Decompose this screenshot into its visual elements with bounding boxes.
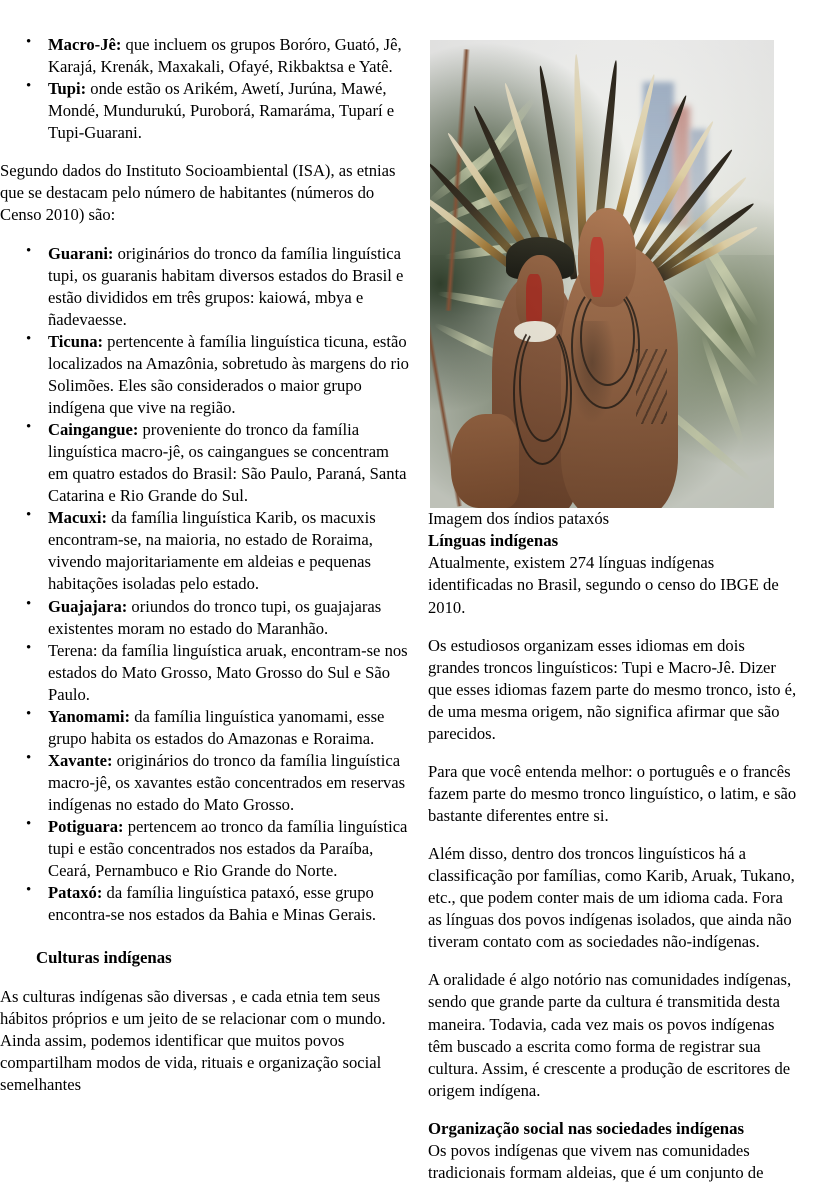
list-item-term: Tupi: (48, 79, 87, 99)
organizacao-social-heading: Organização social nas sociedades indígenas (428, 1118, 745, 1138)
list-item (0, 816, 410, 882)
list-item-term: Ticuna: (48, 331, 104, 351)
list-item-term: Yanomami: (48, 706, 131, 726)
right-column (428, 40, 800, 1184)
list-item-text: da família linguística yanomami, esse grupo habita os estados do Amazonas e Roraima. (48, 706, 385, 748)
list-item-term: Macro-Jê: (48, 35, 122, 54)
exemplo-paragraph: Para que você entenda melhor: o português e o francês fazem parte do mesmo tronco linguístico, o latim, e são bastante diferentes entre si. (428, 761, 797, 826)
photo-canvas (430, 40, 774, 508)
linguas-paragraph: Atualmente, existem 274 línguas indígenas identificadas no Brasil, segundo o censo do IBGE de 2010. (428, 553, 779, 617)
spacer (0, 144, 410, 160)
list-item-term: Caingangue: (48, 420, 139, 439)
list-item (0, 34, 410, 78)
list-item-text: que incluem os grupos Boróro, Guató, Jê, Karajá, Krenák, Maxakali, Ofayé, Rikbaktsa e Yatê. (48, 35, 402, 77)
list-item (0, 507, 410, 595)
spacer (0, 970, 410, 986)
spacer (428, 745, 800, 761)
list-item-term: Macuxi: (48, 508, 107, 528)
list-item-term: Terena: (48, 640, 98, 660)
list-item-text: onde estão os Arikém, Awetí, Jurúna, Mawé, Mondé, Mundurukú, Puroborá, Ramaráma, Tuparí e Tupi-Guarani. (48, 79, 395, 143)
spacer (0, 926, 410, 947)
spacer (0, 227, 410, 243)
list-item-text: originários do tronco da família linguística tupi, os guaranis habitam diversos estados do Brasil e estão divididos em três grupos: kaiowá, mbya e ñadevaesse. (48, 243, 404, 329)
list-item-term: Potiguara: (48, 817, 124, 837)
culturas-paragraph: As culturas indígenas são diversas , e cada etnia tem seus hábitos próprios e um jeito de se relacionar com o mundo. Ainda assim, podemos identificar que muitos povos compartilham modos de vida, rituais e organização social semelhantes (0, 986, 386, 1095)
spacer (428, 1102, 800, 1118)
list-item-text: pertencente à família linguística ticuna, estão localizados na Amazônia, sobretudo às margens do rio Solimões. Eles são considerados o maior grupo indígena que vive na região. (48, 331, 409, 417)
spacer (428, 619, 800, 635)
familias-paragraph: Além disso, dentro dos troncos linguísticos há a classificação por famílias, como Karib, Aruak, Tukano, etc., que podem conter mais de um idioma cada. Fora as línguas dos povos indígenas isolados, que ainda não tiveram contato com as sociedades não-indígenas. (428, 844, 795, 952)
list-item-term: Pataxó: (48, 883, 103, 903)
organizacao-paragraph: Os povos indígenas que vivem nas comunidades tradicionais formam aldeias, que é um conjunto de (428, 1141, 764, 1183)
list-item-text: da família linguística Karib, os macuxis encontram-se, na maioria, no estado de Roraima, vivendo majoritariamente em aldeias e pequenas habitações isoladas pelo estado. (48, 508, 376, 594)
left-column (0, 34, 410, 1096)
list-item (0, 640, 410, 706)
list-item (0, 706, 410, 750)
photo-caption: Imagem dos índios pataxós (428, 509, 610, 528)
photo-vignette (430, 40, 774, 508)
list-item-text: proveniente do tronco da família linguística macro-jê, os caingangues se concentram em quatro estados do Brasil: São Paulo, Paraná, Santa Catarina e Rio Grande do Sul. (48, 420, 407, 506)
ethnic-groups-list (0, 243, 410, 927)
culturas-indigenas-heading: Culturas indígenas (36, 948, 172, 968)
list-item-text: originários do tronco da família linguística macro-jê, os xavantes estão concentrados em reservas indígenas no estado do Mato Grosso. (48, 750, 406, 815)
intro-paragraph: Segundo dados do Instituto Socioambiental (ISA), as etnias que se destacam pelo número de habitantes (números do Censo 2010) são: (0, 161, 396, 225)
list-item-term: Guajajara: (48, 596, 128, 616)
list-item (0, 78, 410, 144)
troncos-paragraph: Os estudiosos organizam esses idiomas em dois grandes troncos linguísticos: Tupi e Macro-Jê. Dizer que esses idiomas fazem parte do mesmo tronco, isto é, de uma mesma origem, não significa afirmar que são parecidos. (428, 635, 797, 743)
list-item (0, 331, 410, 419)
list-item-term: Xavante: (48, 750, 113, 770)
list-item-text: pertencem ao tronco da família linguística tupi e estão concentrados nos estados da Paraíba, Ceará, Pernambuco e Rio Grande do Norte. (48, 817, 408, 881)
language-families-list (0, 34, 410, 144)
list-item (0, 882, 410, 926)
spacer (428, 953, 800, 969)
list-item-text: da família linguística pataxó, esse grupo encontra-se nos estados da Bahia e Minas Gerais. (48, 883, 377, 925)
oralidade-paragraph: A oralidade é algo notório nas comunidades indígenas, sendo que grande parte da cultura é transmitida desta maneira. Todavia, cada vez mais os povos indígenas têm buscado a escrita como forma de registrar sua cultura. Assim, é crescente a produção de escritores de origem indígena. (428, 970, 792, 1100)
list-item-term: Guarani: (48, 243, 114, 263)
list-item (0, 419, 410, 507)
list-item-text: da família linguística aruak, encontram-se nos estados do Mato Grosso, Mato Grosso do Sul e São Paulo. (48, 640, 408, 704)
linguas-indigenas-heading: Línguas indígenas (428, 531, 559, 551)
list-item (0, 596, 410, 640)
list-item (0, 750, 410, 816)
list-item (0, 243, 410, 331)
photo-indios-pataxos (430, 40, 774, 508)
spacer (428, 827, 800, 843)
list-item-text: oriundos do tronco tupi, os guajajaras existentes moram no estado do Maranhão. (48, 596, 382, 638)
